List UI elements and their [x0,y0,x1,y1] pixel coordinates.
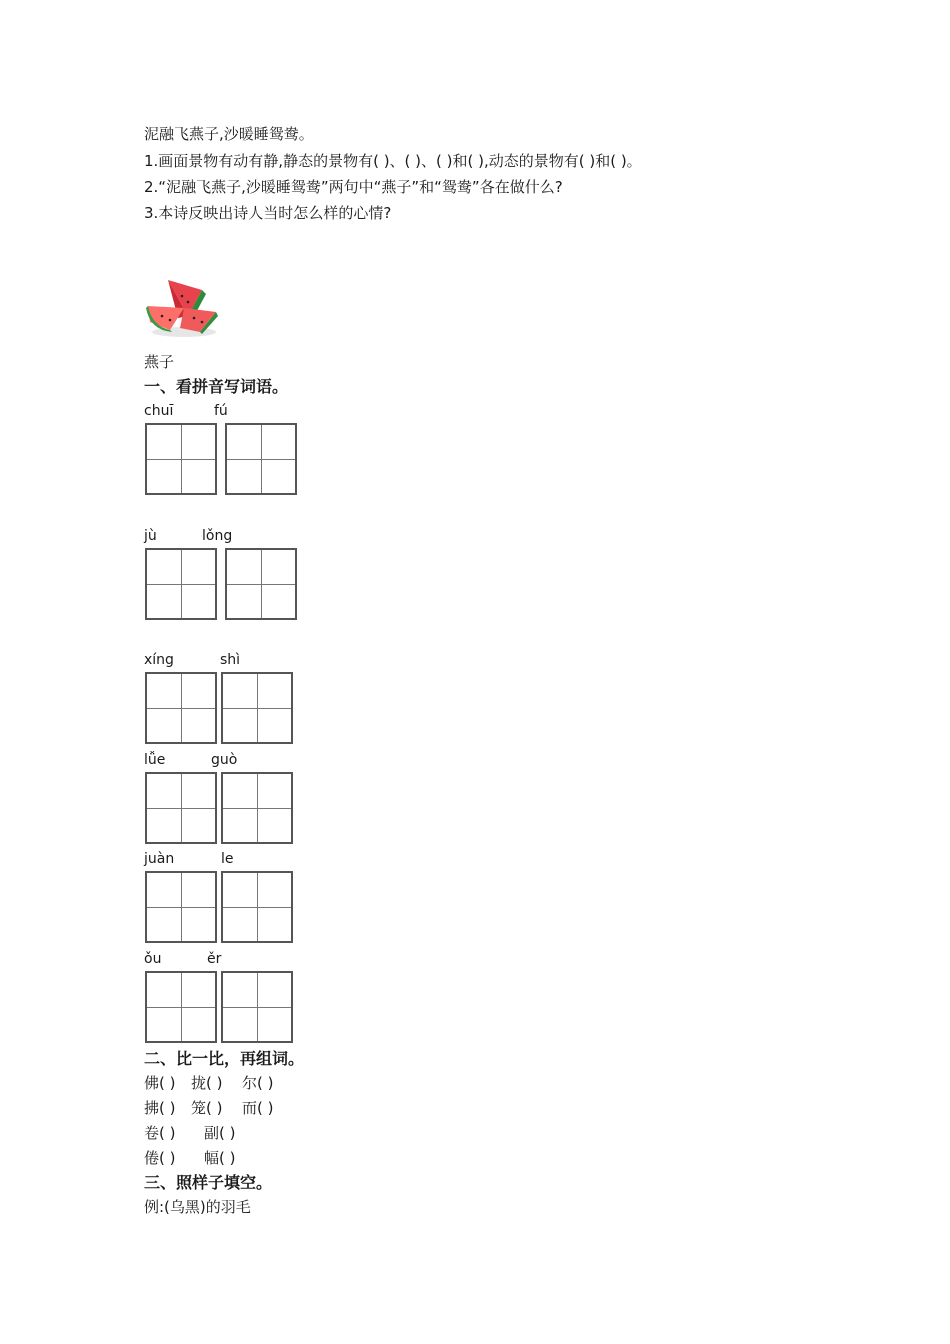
poem-line: 泥融飞燕子,沙暖睡鸳鸯。 [144,125,314,143]
compare-item: 尔( ) [242,1074,274,1092]
pinyin-3a: xíng [144,652,174,668]
pinyin-1a: chuī [144,403,174,419]
pinyin-3b: shì [220,652,241,668]
pinyin-4a: lǚe [144,752,166,768]
writing-grid-2b[interactable] [225,548,297,620]
writing-grid-3b[interactable] [221,672,293,744]
pinyin-6a: ǒu [144,951,162,967]
pinyin-5b: le [221,851,234,867]
section-1-title: 一、看拼音写词语。 [144,377,289,396]
pinyin-2b: lǒng [202,528,233,544]
compare-item: 幅( ) [204,1149,236,1167]
writing-grid-1b[interactable] [225,423,297,495]
compare-item: 佛( ) [144,1074,176,1092]
example-line: 例:(乌黑)的羽毛 [144,1198,251,1216]
compare-item: 卷( ) [144,1124,176,1142]
question-1: 1.画面景物有动有静,静态的景物有( )、( )、( )和( ),动态的景物有( )和( )。 [144,152,642,170]
pinyin-1b: fú [214,403,228,419]
writing-grid-6b[interactable] [221,971,293,1043]
writing-grid-2a[interactable] [145,548,217,620]
question-3: 3.本诗反映出诗人当时怎么样的心情? [144,204,392,222]
section-3-title: 三、照样子填空。 [144,1173,273,1192]
writing-grid-3a[interactable] [145,672,217,744]
compare-item: 倦( ) [144,1149,176,1167]
compare-item: 副( ) [204,1124,236,1142]
writing-grid-5b[interactable] [221,871,293,943]
writing-grid-6a[interactable] [145,971,217,1043]
compare-item: 拂( ) [144,1099,176,1117]
writing-grid-4b[interactable] [221,772,293,844]
section-2-title: 二、比一比，再组词。 [144,1049,305,1068]
compare-item: 拢( ) [191,1074,223,1092]
writing-grid-5a[interactable] [145,871,217,943]
pinyin-2a: jù [144,528,157,544]
compare-item: 笼( ) [191,1099,223,1117]
compare-item: 而( ) [242,1099,274,1117]
pinyin-4b: guò [211,752,238,768]
pinyin-6b: ěr [207,951,222,967]
writing-grid-4a[interactable] [145,772,217,844]
pinyin-5a: juàn [144,851,175,867]
watermelon-slices-icon [144,276,220,340]
writing-grid-1a[interactable] [145,423,217,495]
lesson-title: 燕子 [144,353,175,371]
question-2: 2.“泥融飞燕子,沙暖睡鸳鸯”两句中“燕子”和“鸳鸯”各在做什么? [144,178,563,196]
